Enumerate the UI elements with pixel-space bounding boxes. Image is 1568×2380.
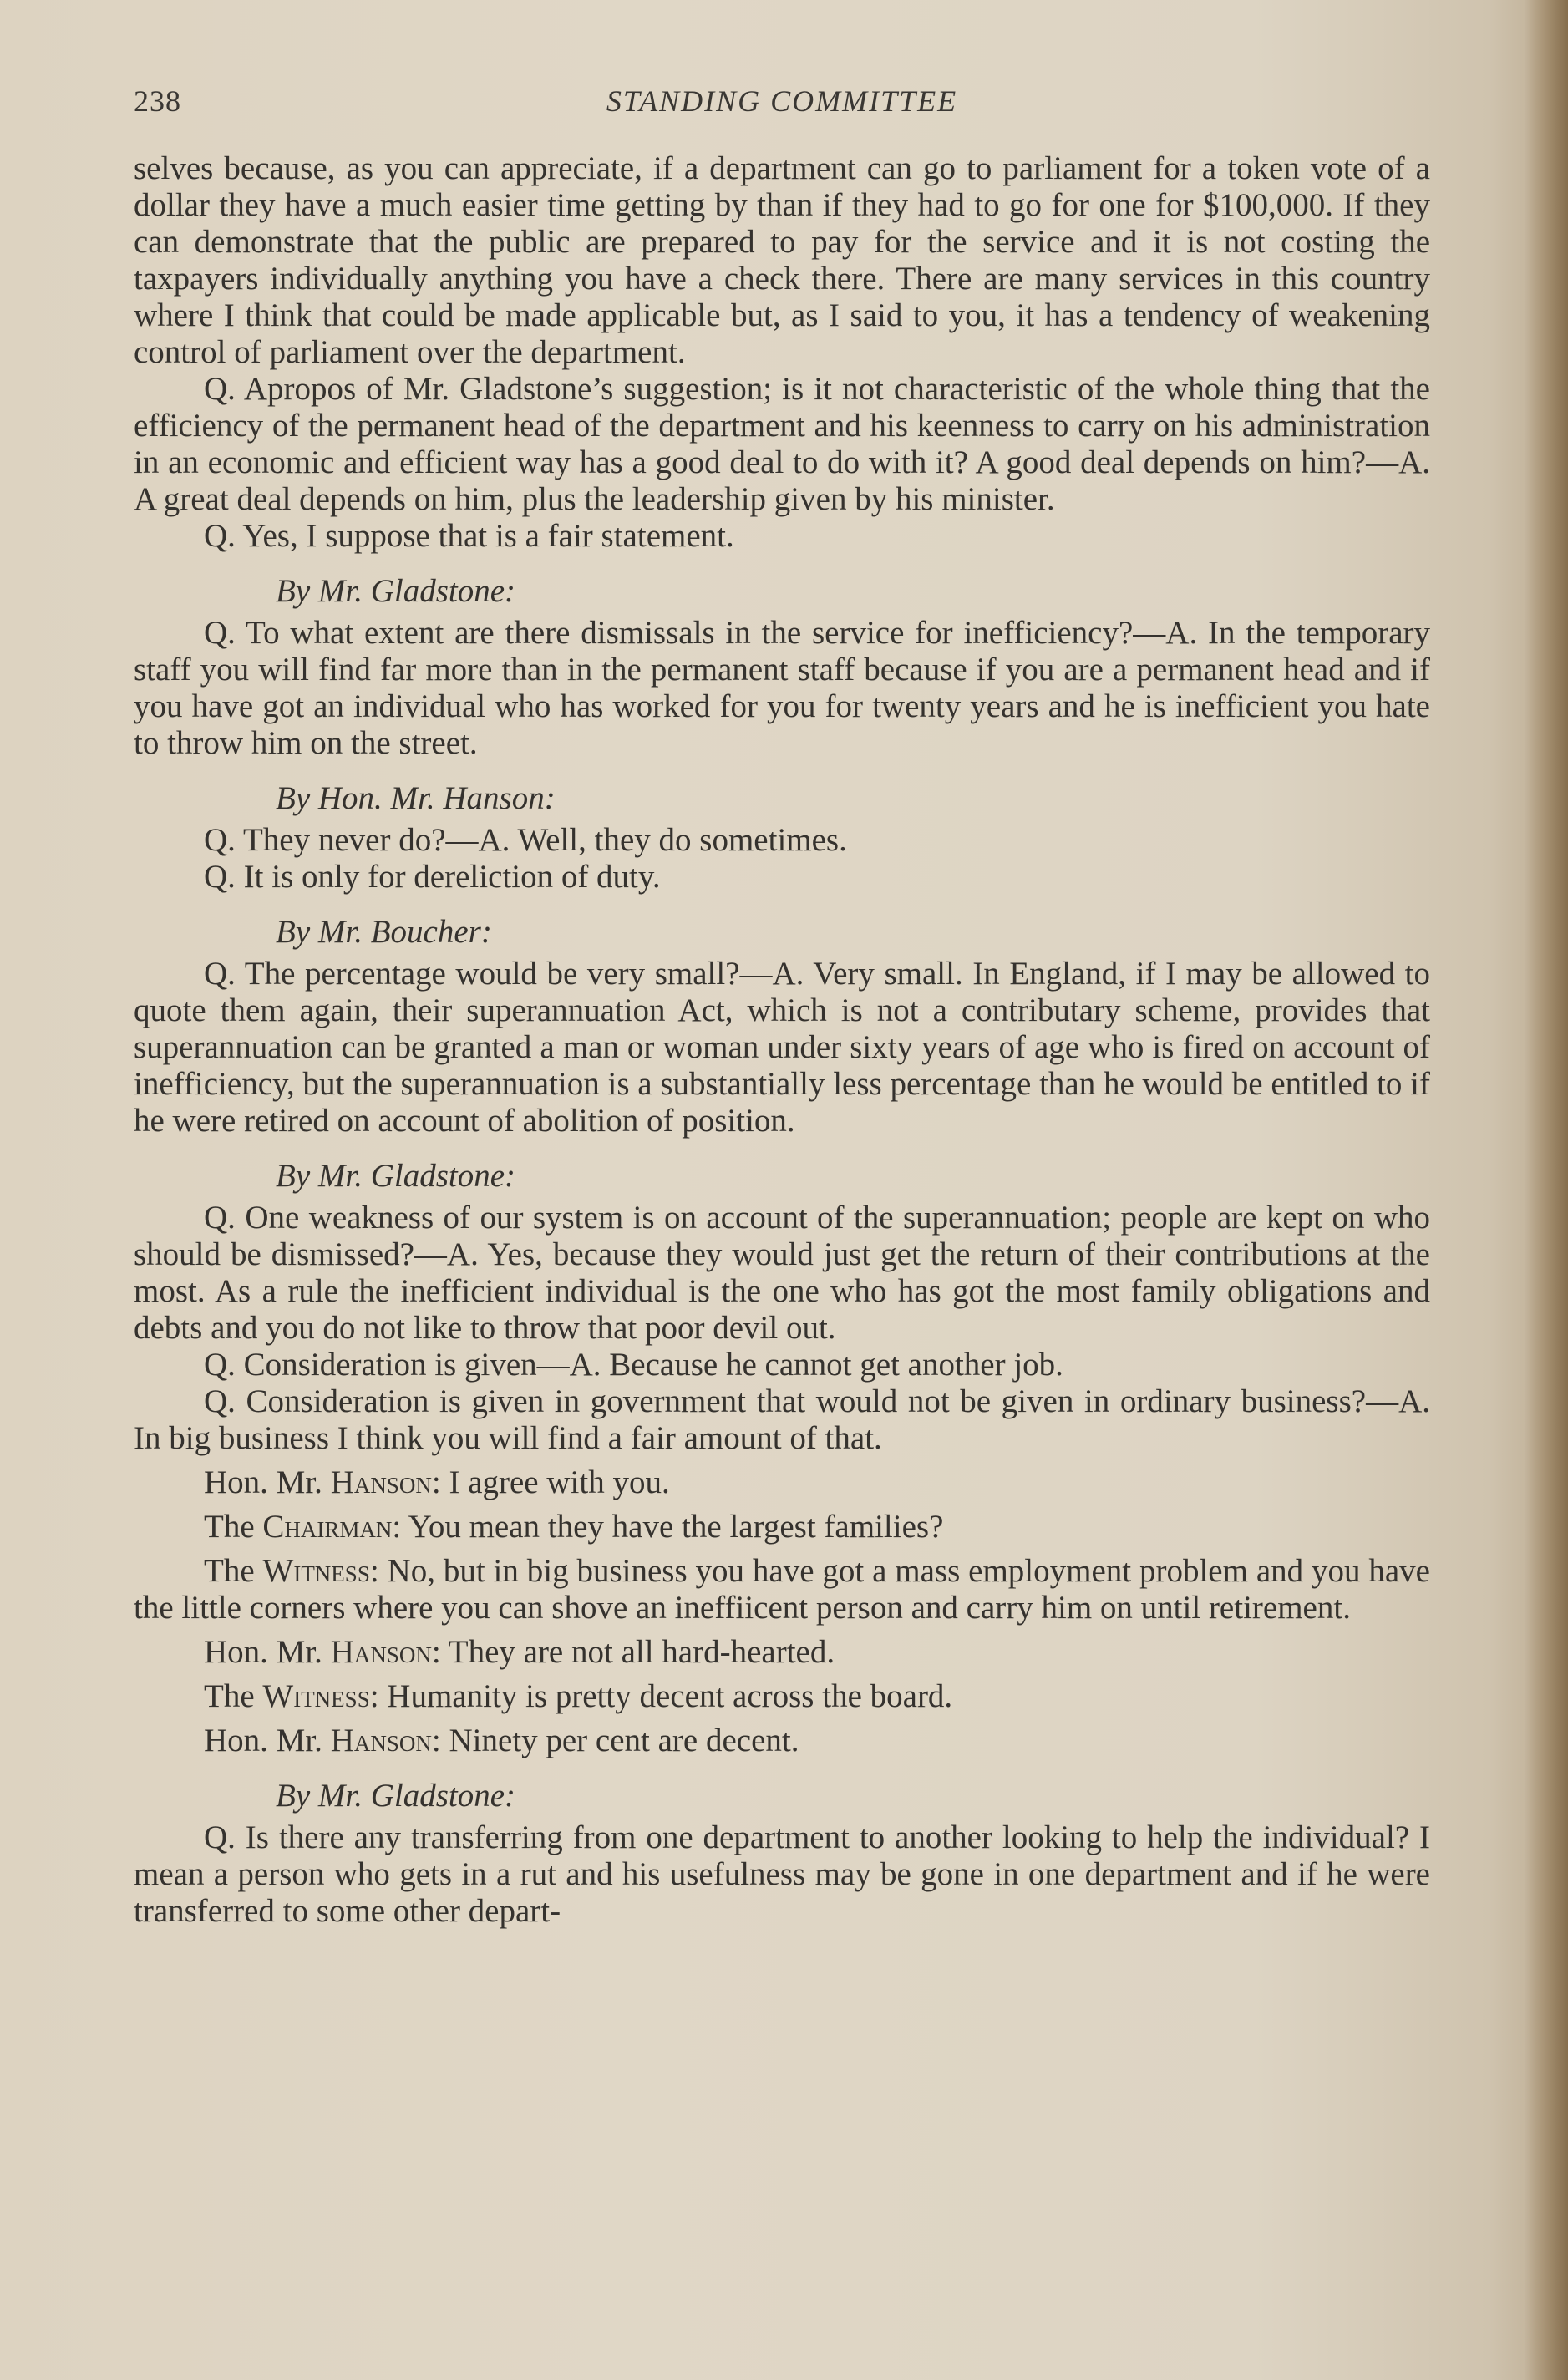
page-number: 238 [134, 84, 181, 118]
speaker-prefix: The [204, 1678, 255, 1714]
speaker-paragraph [134, 1509, 1430, 1545]
page-header [134, 84, 1430, 120]
paragraph: Q. Consideration is given in government that would not be given in ordinary business?—A. In big business I think you will find a fair amount of that. [134, 1383, 1430, 1456]
speaker-paragraph [134, 1464, 1430, 1501]
speaker-heading: By Mr. Gladstone: [276, 573, 516, 609]
speaker-heading: By Mr. Gladstone: [276, 1778, 516, 1814]
paragraph: Q. One weakness of our system is on account of the superannuation; people are kept on who should be dismissed?—A. Yes, because they would just get the return of their contributions at the most. As a rule the inefficient individual is the one who has got the most family obligations and debts and you do not like to throw that poor devil out. [134, 1200, 1430, 1346]
paragraph: Q. Yes, I suppose that is a fair statement. [204, 518, 734, 554]
speaker-name: Witness: [262, 1678, 379, 1714]
page-binding-edge [1525, 0, 1568, 2380]
speaker-text: They are not all hard-hearted. [448, 1634, 835, 1670]
paragraph: Q. The percentage would be very small?—A. Very small. In England, if I may be allowed to quote them again, their superannuation Act, which is not a contributary scheme, provides that superannuation can be granted a man or woman under sixty years of age who is fired on account of inefficiency, but the superannuation is a substantially less percentage than he would be entitled to if he were retired on account of abolition of position. [134, 956, 1430, 1139]
speaker-heading: By Mr. Gladstone: [276, 1158, 516, 1194]
speaker-paragraph [134, 1678, 1430, 1715]
speaker-paragraph [134, 1553, 1430, 1626]
speaker-text: Ninety per cent are decent. [449, 1723, 799, 1758]
paragraph: Q. Consideration is given—A. Because he cannot get another job. [204, 1347, 1063, 1383]
paragraph: Q. It is only for dereliction of duty. [204, 859, 661, 895]
speaker-paragraph [134, 1723, 1430, 1759]
speaker-prefix: Hon. Mr. [204, 1634, 322, 1670]
speaker-name: Witness: [262, 1553, 379, 1589]
running-head: STANDING COMMITTEE [606, 84, 958, 118]
speaker-name: Hanson: [330, 1464, 441, 1500]
speaker-heading: By Hon. Mr. Hanson: [276, 780, 556, 816]
speaker-prefix: Hon. Mr. [204, 1723, 322, 1758]
speaker-heading: By Mr. Boucher: [276, 914, 492, 950]
paragraph: Q. They never do?—A. Well, they do sometimes. [204, 822, 847, 858]
speaker-text: No, but in big business you have got a mass employment problem and you have the little corners where you can shove an ineffiicent person and carry him on until retirement. [134, 1553, 1430, 1626]
speaker-paragraph [134, 1634, 1430, 1671]
speaker-text: Humanity is pretty decent across the board. [387, 1678, 953, 1714]
speaker-name: Hanson: [330, 1723, 441, 1758]
speaker-prefix: Hon. Mr. [204, 1464, 322, 1500]
speaker-name: Hanson: [330, 1634, 441, 1670]
paragraph: selves because, as you can appreciate, if a department can go to parliament for a token vote of a dollar they have a much easier time getting by than if they had to go for one for $100,000. If they can demonstrate that the public are prepared to pay for the service and it is not costing the taxpayers individually anything you have a check there. There are many services in this country where I think that could be made applicable but, as I said to you, it has a tendency of weakening control of parliament over the department. [134, 150, 1430, 370]
speaker-name: Chairman: [262, 1509, 402, 1545]
speaker-text: You mean they have the largest families? [408, 1509, 944, 1545]
speaker-prefix: The [204, 1509, 255, 1545]
speaker-text: I agree with you. [449, 1464, 670, 1500]
paragraph: Q. Is there any transferring from one department to another looking to help the individual? I mean a person who gets in a rut and his usefulness may be gone in one department and if he were transferred to some other depart- [134, 1819, 1430, 1929]
paragraph: Q. Apropos of Mr. Gladstone’s suggestion; is it not characteristic of the whole thing that the efficiency of the permanent head of the department and his keenness to carry on his administration in an economic and efficient way has a good deal to do with it? A good deal depends on him?—A. A great deal depends on him, plus the leadership given by his minister. [134, 371, 1430, 517]
paragraph: Q. To what extent are there dismissals in the service for inefficiency?—A. In the temporary staff you will find far more than in the permanent staff because if you are a permanent head and if you have got an individual who has worked for you for twenty years and he is inefficient you hate to throw him on the street. [134, 615, 1430, 761]
body-text [134, 150, 1430, 1930]
speaker-prefix: The [204, 1553, 255, 1589]
